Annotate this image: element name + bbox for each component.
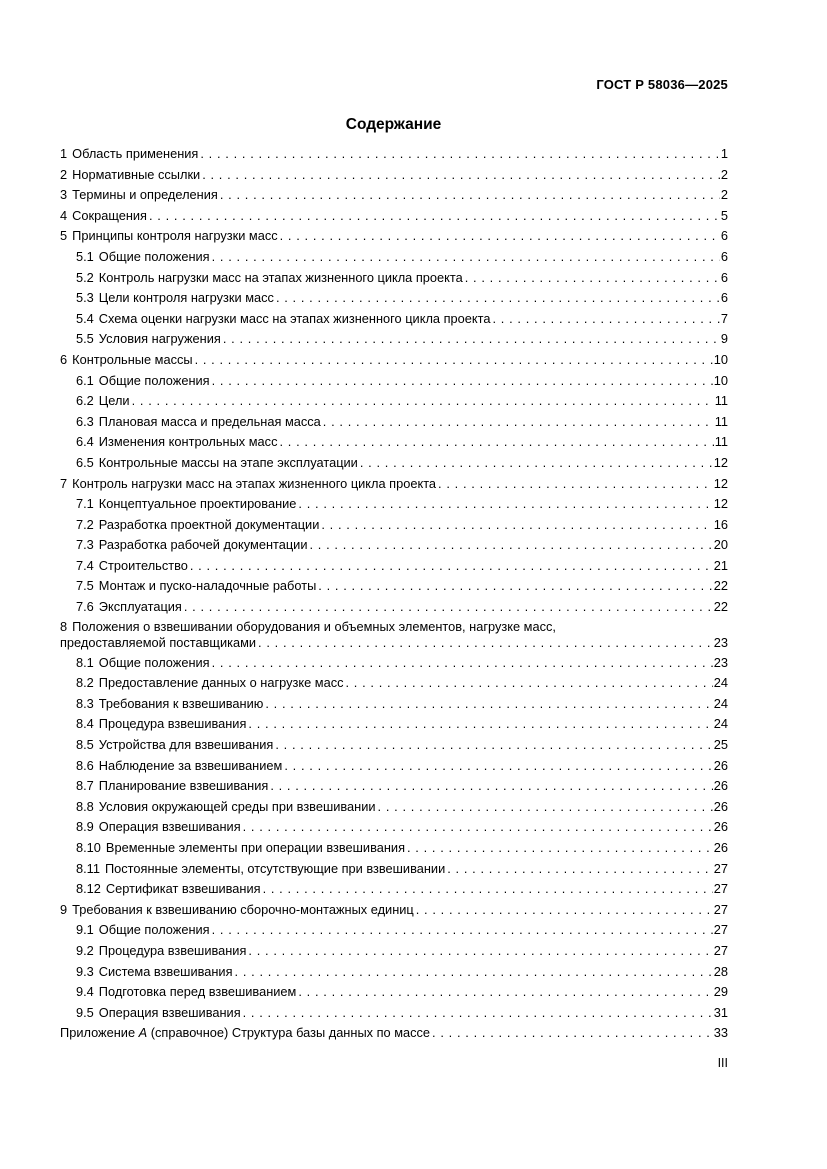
toc-entry[interactable] [60, 329, 728, 350]
toc-entry[interactable] [60, 735, 728, 756]
toc-entry-number: 5.5 [76, 331, 94, 347]
toc-entry[interactable] [60, 797, 728, 818]
dot-leader [416, 900, 713, 921]
toc-entry-number: 7.3 [76, 537, 94, 553]
toc-entry-page: 2 [720, 187, 728, 203]
toc-entry-title: Контрольные массы [72, 351, 193, 367]
dot-leader [149, 206, 720, 227]
toc-entry-page: 24 [713, 716, 728, 732]
dot-leader [438, 474, 713, 495]
toc-entry-number: 9.1 [76, 922, 94, 938]
toc-entry[interactable] [60, 391, 728, 412]
toc-entry-title: Положения о взвешивании оборудования и объемных элементов, нагрузке масс, [72, 618, 556, 634]
toc-entry[interactable] [60, 350, 728, 371]
toc-entry-number: 8.5 [76, 737, 94, 753]
toc-entry[interactable] [60, 247, 728, 268]
toc-entry-number: 5.1 [76, 248, 94, 264]
toc-entry-number: 6.5 [76, 454, 94, 470]
toc-entry-number: 7.1 [76, 496, 94, 512]
toc-entry-page: 10 [713, 372, 728, 388]
toc-entry[interactable] [60, 432, 728, 453]
toc-entry-title: Цели [98, 393, 130, 409]
toc-entry[interactable] [60, 962, 728, 983]
dot-leader [360, 453, 713, 474]
toc-entry-title: Разработка рабочей документации [98, 537, 308, 553]
toc-entry-page: 28 [713, 963, 728, 979]
toc-entry-number: 8.10 [76, 840, 101, 855]
toc-entry-number: 5.3 [76, 290, 94, 306]
toc-entry-page: 26 [713, 757, 728, 773]
toc-entry-page: 12 [713, 496, 728, 512]
toc-entry-page: 11 [714, 393, 728, 409]
toc-entry-title-continued: предоставляемой поставщиками [60, 634, 257, 650]
toc-entry-page: 26 [713, 819, 728, 835]
toc-entry-page: 27 [713, 922, 728, 938]
toc-entry-title: Общие положения [98, 372, 210, 388]
toc-entry[interactable] [60, 859, 728, 880]
toc-entry[interactable] [60, 288, 728, 309]
toc-entry-title: Строительство [98, 557, 188, 573]
toc-entry[interactable] [60, 494, 728, 515]
toc-entry-page: 10 [713, 351, 728, 367]
dot-leader [407, 838, 713, 859]
toc-entry-number: 8.7 [76, 778, 94, 794]
toc-entry-number: 8.4 [76, 716, 94, 732]
toc-entry-title: Общие положения [98, 654, 210, 670]
toc-entry-title: Общие положения [98, 248, 210, 264]
dot-leader [212, 653, 713, 674]
toc-entry-page: 20 [713, 537, 728, 553]
dot-leader [235, 962, 713, 983]
toc-entry[interactable] [60, 597, 728, 618]
dot-leader [248, 714, 712, 735]
dot-leader [275, 735, 712, 756]
dot-leader [492, 309, 719, 330]
dot-leader [280, 226, 720, 247]
dot-leader [248, 941, 712, 962]
toc-entry-page: 23 [713, 634, 728, 650]
toc-entry-number: 3 [60, 187, 68, 203]
dot-leader [132, 391, 714, 412]
toc-entry-number: 8.3 [76, 695, 94, 711]
toc-entry-title: Процедура взвешивания [98, 942, 247, 958]
toc-entry[interactable] [60, 535, 728, 556]
toc-entry-page: 6 [720, 290, 728, 306]
toc-entry-page: 29 [713, 984, 728, 1000]
toc-entry-title: Планирование взвешивания [98, 778, 269, 794]
toc-entry-page: 26 [713, 840, 728, 855]
toc-entry[interactable] [60, 673, 728, 694]
toc-entry[interactable] [60, 453, 728, 474]
toc-entry-page: 27 [713, 860, 728, 876]
toc-entry-page: 2 [720, 166, 728, 182]
dot-leader [298, 494, 712, 515]
toc-entry-number: 8.6 [76, 757, 94, 773]
dot-leader [212, 247, 720, 268]
toc-entry[interactable] [60, 515, 728, 536]
toc-entry-number: 9.5 [76, 1004, 94, 1020]
toc-entry-number: 5.4 [76, 310, 94, 326]
toc-entry-number: 7.4 [76, 557, 94, 573]
toc-entry[interactable] [60, 920, 728, 941]
toc-entry-title: Концептуальное проектирование [98, 496, 297, 512]
toc-entry[interactable] [60, 371, 728, 392]
toc-entry-page: 1 [720, 146, 728, 161]
toc-entry[interactable] [60, 144, 728, 165]
toc-entry-page: 27 [713, 881, 728, 897]
toc-entry-number: 7.5 [76, 578, 94, 594]
dot-leader [243, 817, 713, 838]
dot-leader [276, 288, 720, 309]
toc-entry-title: Временные элементы при операции взвешивания [105, 840, 405, 855]
toc-entry-title: Подготовка перед взвешиванием [98, 984, 297, 1000]
dot-leader [212, 920, 713, 941]
toc-entry-page: 27 [713, 942, 728, 958]
toc-entry-title: Контрольные массы на этапе эксплуатации [98, 454, 358, 470]
toc-entry-title: Постоянные элементы, отсутствующие при взвешивании [104, 860, 446, 876]
toc-entry-number: 8.2 [76, 675, 94, 691]
toc-entry-number: 6.1 [76, 372, 94, 388]
toc-entry-title: Система взвешивания [98, 963, 233, 979]
toc-entry[interactable] [60, 776, 728, 797]
toc-entry[interactable] [60, 268, 728, 289]
toc-entry[interactable] [60, 879, 728, 900]
toc-entry-number: 5 [60, 228, 68, 244]
toc-entry-title: Требования к взвешиванию сборочно-монтажных единиц [72, 901, 414, 917]
toc-entry[interactable] [60, 185, 728, 206]
toc-entry-title: Цели контроля нагрузки масс [98, 290, 274, 306]
toc-entry-page: 24 [713, 695, 728, 711]
dot-leader [190, 556, 713, 577]
toc-entry-title: Операция взвешивания [98, 1004, 241, 1020]
toc-entry-page: 11 [714, 413, 728, 429]
toc-entry[interactable] [60, 412, 728, 433]
standard-code: ГОСТ Р 58036—2025 [596, 77, 728, 92]
toc-entry-page: 26 [713, 778, 728, 794]
dot-leader [195, 350, 713, 371]
dot-leader [243, 1003, 713, 1024]
toc-entry-number: 9.4 [76, 984, 94, 1000]
toc-entry-page: 22 [713, 578, 728, 594]
toc-entry-title: Эксплуатация [98, 599, 182, 615]
toc-entry[interactable] [60, 817, 728, 838]
toc-entry-page: 24 [713, 675, 728, 691]
table-of-contents [60, 144, 728, 1044]
toc-entry[interactable] [60, 165, 728, 186]
toc-entry[interactable] [60, 756, 728, 777]
dot-leader [378, 797, 713, 818]
toc-entry-number: 8 [60, 618, 68, 634]
dot-leader [200, 144, 720, 165]
toc-entry-title: Контроль нагрузки масс на этапах жизненного цикла проекта [72, 475, 437, 491]
dot-leader [279, 432, 713, 453]
toc-entry-page: 21 [713, 557, 728, 573]
toc-entry-title: Предоставление данных о нагрузке масс [98, 675, 344, 691]
toc-entry-number: 6 [60, 351, 68, 367]
toc-entry-title: Плановая масса и предельная масса [98, 413, 321, 429]
appendix-title: (справочное) Структура базы данных по массе [150, 1025, 431, 1041]
dot-leader [318, 576, 712, 597]
toc-entry-title: Изменения контрольных масс [98, 434, 278, 450]
toc-entry-page: 6 [720, 228, 728, 244]
toc-entry[interactable] [60, 309, 728, 330]
toc-entry[interactable] [60, 576, 728, 597]
toc-entry-title: Устройства для взвешивания [98, 737, 274, 753]
toc-entry[interactable] [60, 206, 728, 227]
dot-leader [298, 982, 712, 1003]
toc-entry[interactable] [60, 474, 728, 495]
toc-entry-title: Область применения [72, 146, 199, 161]
toc-entry-number: 4 [60, 207, 68, 223]
dot-leader [263, 879, 713, 900]
toc-entry-number: 8.8 [76, 798, 94, 814]
toc-entry-title: Сокращения [72, 207, 147, 223]
toc-entry-page: 12 [713, 475, 728, 491]
toc-entry-number: 6.3 [76, 413, 94, 429]
toc-entry[interactable] [60, 982, 728, 1003]
dot-leader [309, 535, 712, 556]
toc-entry-page: 23 [713, 654, 728, 670]
toc-entry-title: Процедура взвешивания [98, 716, 247, 732]
dot-leader [223, 329, 720, 350]
dot-leader [284, 756, 712, 777]
toc-entry[interactable] [60, 941, 728, 962]
toc-entry-page: 16 [713, 516, 728, 532]
toc-entry-title: Условия окружающей среды при взвешивании [98, 798, 376, 814]
dot-leader [258, 635, 713, 651]
toc-entry[interactable] [60, 838, 728, 859]
toc-entry-number: 8.12 [76, 881, 101, 897]
dot-leader [321, 515, 712, 536]
toc-entry-page: 31 [713, 1004, 728, 1020]
toc-entry-page: 5 [720, 207, 728, 223]
dot-leader [265, 694, 712, 715]
toc-entry-number: 9 [60, 901, 68, 917]
toc-entry[interactable] [60, 714, 728, 735]
toc-entry-number: 7.2 [76, 516, 94, 532]
toc-entry[interactable] [60, 694, 728, 715]
toc-entry-number: 6.2 [76, 393, 94, 409]
toc-entry-number: 9.2 [76, 942, 94, 958]
toc-entry-title: Монтаж и пуско-наладочные работы [98, 578, 317, 594]
toc-entry[interactable] [60, 653, 728, 674]
toc-appendix-entry[interactable] [60, 1023, 728, 1044]
dot-leader [447, 859, 713, 880]
dot-leader [202, 165, 720, 186]
toc-entry-number: 5.2 [76, 269, 94, 285]
dot-leader [346, 673, 713, 694]
toc-entry-number: 6.4 [76, 434, 94, 450]
toc-entry-page: 33 [713, 1025, 728, 1041]
toc-entry-page: 7 [720, 310, 728, 326]
toc-entry-title: Принципы контроля нагрузки масс [72, 228, 278, 244]
toc-entry[interactable] [60, 556, 728, 577]
toc-entry-number: 7 [60, 475, 68, 491]
toc-entry-title: Операция взвешивания [98, 819, 241, 835]
toc-entry-page: 11 [714, 434, 728, 450]
toc-entry-title: Разработка проектной документации [98, 516, 320, 532]
appendix-letter: А [138, 1025, 148, 1041]
toc-entry-page: 9 [720, 331, 728, 347]
toc-entry-page: 22 [713, 599, 728, 615]
toc-entry-number: 1 [60, 146, 68, 161]
dot-leader [220, 185, 720, 206]
toc-entry-number: 9.3 [76, 963, 94, 979]
toc-entry-number: 8.9 [76, 819, 94, 835]
toc-entry-page: 12 [713, 454, 728, 470]
toc-entry-page: 26 [713, 798, 728, 814]
toc-entry-page: 6 [720, 269, 728, 285]
toc-entry-page: 6 [720, 248, 728, 264]
toc-entry-page: 27 [713, 901, 728, 917]
toc-entry-title: Сертификат взвешивания [105, 881, 261, 897]
toc-entry-title: Требования к взвешиванию [98, 695, 264, 711]
toc-entry-title: Условия нагружения [98, 331, 221, 347]
dot-leader [270, 776, 712, 797]
toc-entry-number: 7.6 [76, 599, 94, 615]
dot-leader [465, 268, 720, 289]
toc-entry[interactable] [60, 900, 728, 921]
toc-entry-title: Наблюдение за взвешиванием [98, 757, 283, 773]
toc-entry-number: 8.11 [76, 860, 100, 876]
toc-entry-title: Термины и определения [72, 187, 218, 203]
dot-leader [184, 597, 713, 618]
toc-entry-title: Общие положения [98, 922, 210, 938]
toc-entry-title: Схема оценки нагрузки масс на этапах жизненного цикла проекта [98, 310, 491, 326]
page-title: Содержание [345, 116, 442, 133]
toc-entry-number: 8.1 [76, 654, 94, 670]
appendix-prefix: Приложение [60, 1025, 136, 1041]
toc-entry-title: Нормативные ссылки [72, 166, 201, 182]
toc-entry-number: 2 [60, 166, 68, 182]
toc-entry-page: 25 [713, 737, 728, 753]
dot-leader [212, 371, 713, 392]
toc-entry[interactable] [60, 226, 728, 247]
toc-entry[interactable] [60, 618, 728, 653]
toc-entry-title: Контроль нагрузки масс на этапах жизненного цикла проекта [98, 269, 463, 285]
dot-leader [432, 1023, 713, 1044]
toc-entry[interactable] [60, 1003, 728, 1024]
page-number: III [717, 1056, 728, 1070]
dot-leader [323, 412, 714, 433]
